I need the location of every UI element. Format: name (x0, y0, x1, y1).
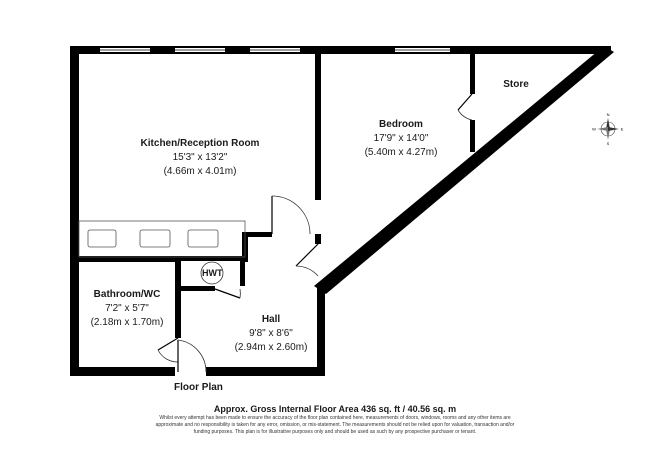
disclaimer-text: Whilst every attempt has been made to ensure the accuracy of the floor plan contained here, measurements of doors, windows, rooms and any other items are approximate and no responsibility is taken for any error, omission, or mis-statement. The measurements should not be relied upon for valuation, transaction and/or funding purposes. This plan is for illustrative purposes only and should be used as such by any prospective purchaser or tenant. (155, 415, 515, 435)
svg-text:S: S (606, 141, 610, 146)
left-wall-bathroom (70, 258, 79, 376)
hall-metric: (2.94m x 2.60m) (234, 342, 308, 353)
bathroom-title: Bathroom/WC (93, 289, 161, 300)
kitchen-title: Kitchen/Reception Room (140, 138, 260, 149)
bedroom-imperial: 17'9" x 14'0" (373, 133, 429, 144)
bedroom-label (356, 118, 446, 160)
svg-text:N: N (606, 112, 610, 117)
hall-label (226, 313, 316, 355)
kitchen-metric: (4.66m x 4.01m) (163, 166, 237, 177)
store-wall (470, 54, 475, 94)
kitchen-label (130, 137, 270, 179)
bathroom-right-wall (175, 256, 181, 338)
hall-title: Hall (261, 314, 281, 325)
kitchen-worktop (79, 221, 245, 257)
top-wall-bedroom (318, 46, 611, 54)
hall-right-wall (317, 286, 325, 376)
bottom-wall-left (70, 367, 175, 376)
svg-text:W: W (592, 126, 596, 132)
store-title: Store (503, 79, 529, 90)
svg-text:E: E (620, 126, 624, 132)
kitchen-bedroom-divider (315, 54, 321, 200)
hwt-label: HWT (202, 268, 223, 278)
store-label (496, 78, 536, 92)
diagonal-wall (314, 46, 614, 294)
bedroom-metric: (5.40m x 4.27m) (364, 147, 438, 158)
floor-plan-caption: Floor Plan (174, 382, 223, 393)
left-wall-kitchen (70, 46, 79, 261)
compass-icon (592, 112, 624, 146)
hall-imperial: 9'8" x 8'6" (249, 328, 293, 339)
bedroom-title: Bedroom (379, 119, 423, 130)
kitchen-imperial: 15'3" x 13'2" (172, 152, 228, 163)
bathroom-imperial: 7'2" x 5'7" (105, 303, 149, 314)
bottom-wall-right (206, 367, 324, 376)
bathroom-label (80, 288, 174, 330)
bathroom-metric: (2.18m x 1.70m) (90, 317, 164, 328)
gross-area-text: Approx. Gross Internal Floor Area 436 sq. ft / 40.56 sq. m (213, 404, 457, 414)
